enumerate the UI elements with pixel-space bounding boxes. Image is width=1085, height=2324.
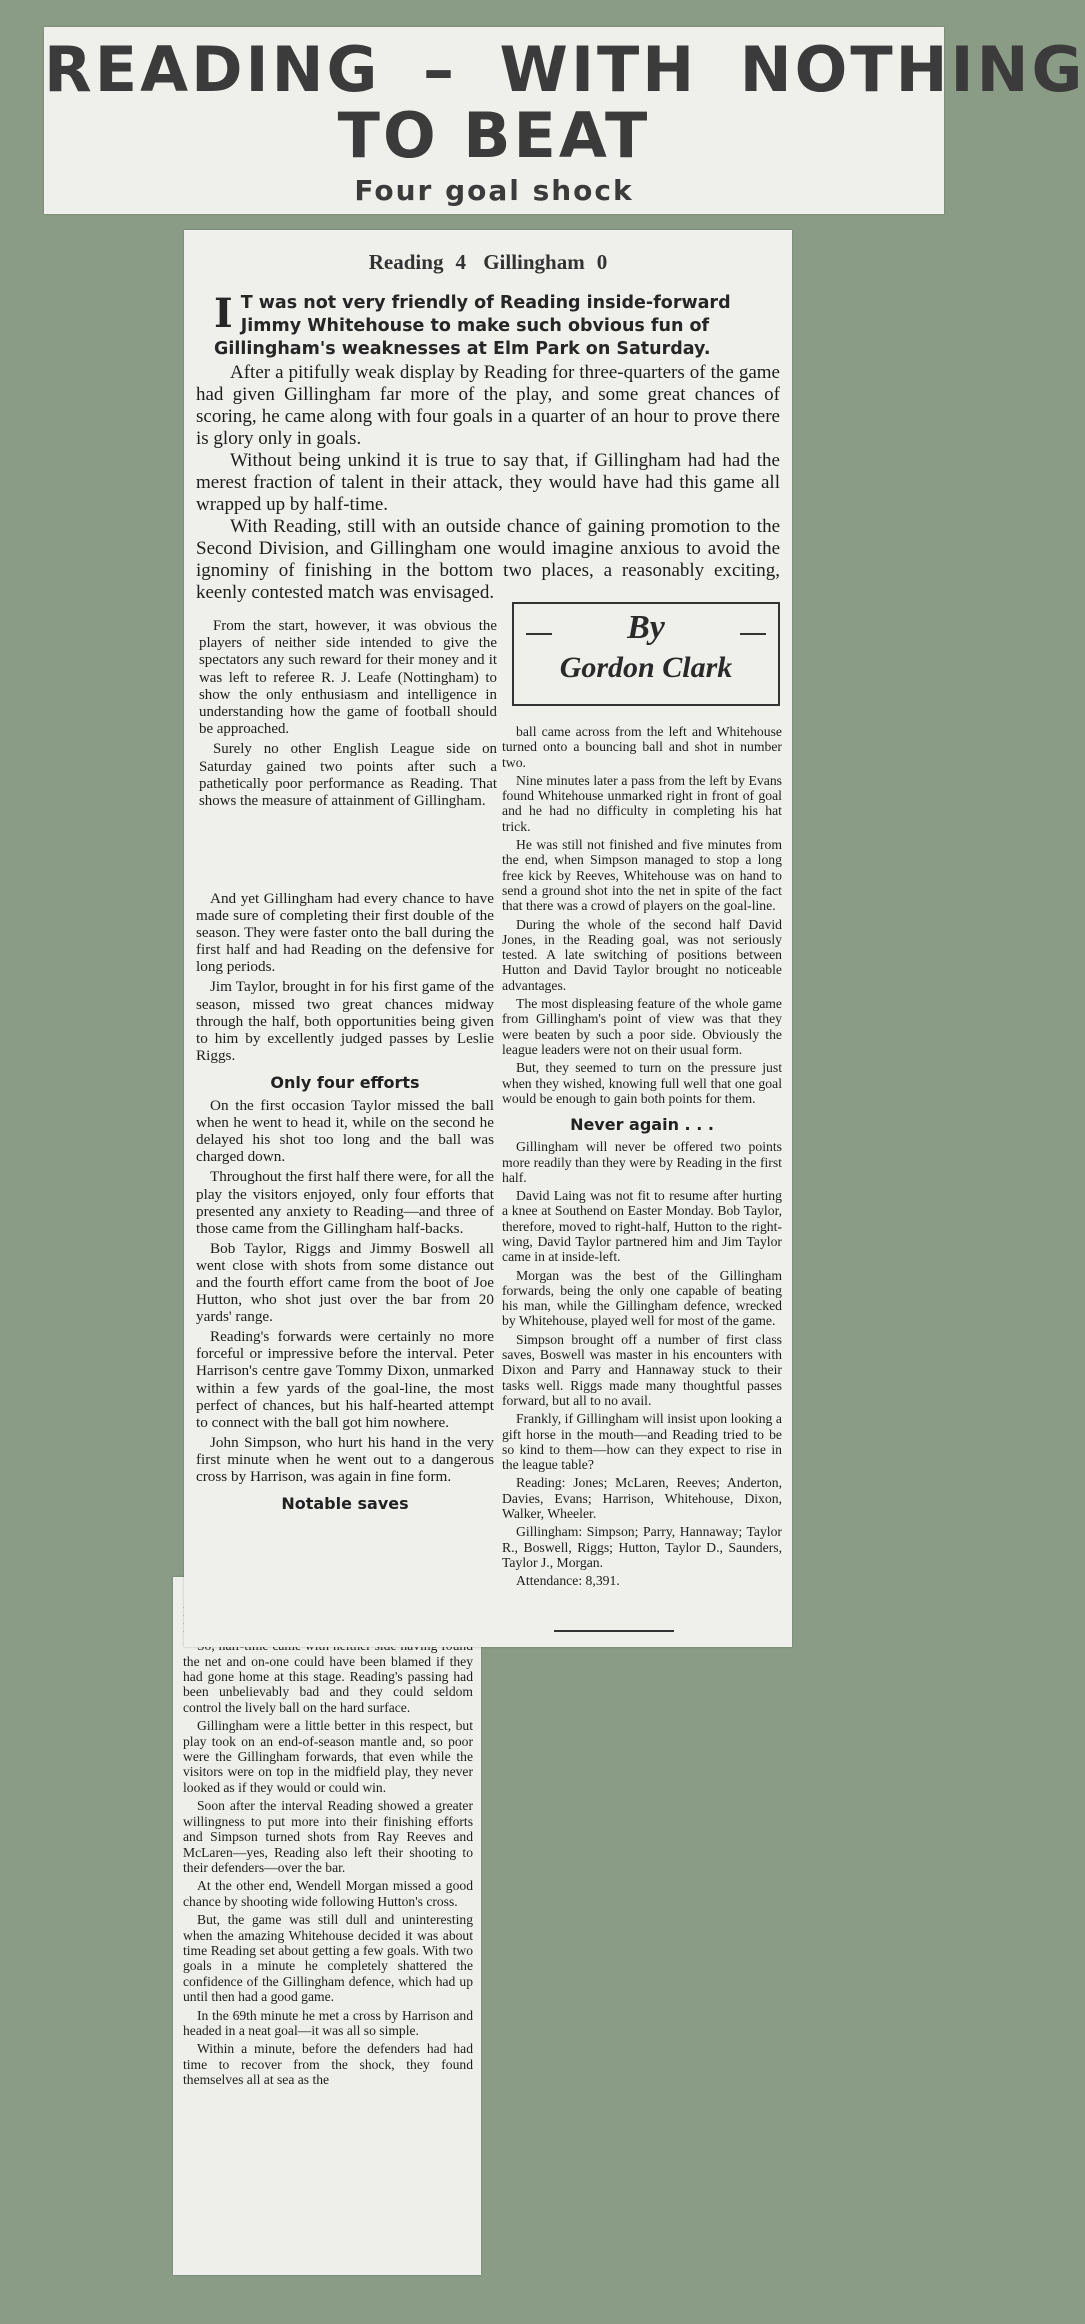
article-paragraph: Simpson brought off a number of first class saves, Boswell was master in his encounters with Dixon and Parry and Hannaway stuck to their tasks well. Riggs made many thoughtful passes forward, but all to no avail. bbox=[502, 1331, 782, 1408]
article-paragraph: Within a minute, before the defenders had had time to recover from the shock, they found themselves all at sea as the bbox=[183, 2041, 473, 2088]
intro-paragraph bbox=[214, 292, 780, 361]
article-paragraph: On the first occasion Taylor missed the ball when he went to head it, while on the second he delayed his shot too long and the ball was charged down. bbox=[196, 1097, 494, 1166]
away-goals: 0 bbox=[596, 250, 608, 274]
section-heading: Notable saves bbox=[281, 1494, 409, 1514]
article-paragraph: But, the game was still dull and uninteresting when the amazing Whitehouse decided it was about time Reading set about getting a few goals. With two goals in a minute he completely shattered the confidence of the Gillingham defence, which had up until then had a good game. bbox=[183, 1912, 473, 2005]
score-line bbox=[184, 250, 792, 275]
article-paragraph: David Laing was not fit to resume after hurting a knee at Southend on Easter Monday. Bob Taylor, therefore, moved to right-half, Hutton to the right-wing, David Taylor partnered him and Jim Taylor came in at inside-left. bbox=[502, 1188, 782, 1265]
section-heading: Only four efforts bbox=[270, 1072, 420, 1092]
article-paragraph: Frankly, if Gillingham will insist upon looking a gift horse in the mouth—and Reading tried to be so kind to them—how can they expect to rise in the league table? bbox=[502, 1411, 782, 1473]
section-heading: Never again . . . bbox=[570, 1115, 714, 1135]
lower-clipping bbox=[173, 1577, 481, 2275]
article-paragraph: Morgan was the best of the Gillingham forwards, being the only one capable of beating his man, while the Gillingham defence, wrecked by Whitehouse, played well for most of the game. bbox=[502, 1267, 782, 1329]
headline-line-2: TO BEAT bbox=[337, 99, 651, 172]
end-rule bbox=[554, 1630, 674, 1632]
attendance: Attendance: 8,391. bbox=[516, 1573, 620, 1589]
byline-rule-right bbox=[740, 633, 766, 635]
headline-clipping bbox=[44, 27, 1085, 214]
lead-paragraph: With Reading, still with an outside chance of gaining promotion to the Second Division, and Gillingham one would imagine anxious to avoid the ignominy of finishing in the bottom two places, a reasonably exciting, keenly contested match was envisaged. bbox=[196, 516, 780, 603]
article-paragraph: Bob Taylor, Riggs and Jimmy Boswell all went close with shots from some distance out and the fourth effort came from the boot of Joe Hutton, who shot just over the bar from 20 yards' range. bbox=[196, 1239, 494, 1326]
article-paragraph: Jim Taylor, brought in for his first game of the season, missed two great chances midway through the half, both opportunities being given to him by excellently judged passes by Leslie Riggs. bbox=[196, 978, 494, 1064]
article-paragraph: Soon after the interval Reading showed a greater willingness to put more into their finishing efforts and Simpson turned shots from Ray Reeves and McLaren—yes, Reading also left their shooting to their defenders—over the bar. bbox=[183, 1798, 473, 1875]
article-paragraph: Reading's forwards were certainly no more forceful or impressive before the interval. Peter Harrison's centre gave Tommy Dixon, unmarked within a few yards of the goal-line, the most perfect of chances, but his half-hearted attempt to connect with the ball got him nowhere. bbox=[196, 1328, 494, 1431]
byline-author: Gordon Clark bbox=[559, 651, 733, 684]
article-paragraph: And yet Gillingham had every chance to have made sure of completing their first double of the season. They were faster onto the ball during the first half and had Reading on the defensive for long periods. bbox=[196, 890, 494, 976]
lead-paragraph: Without being unkind it is true to say that, if Gillingham had had the merest fraction of talent in their attack, they would have had this game all wrapped up by half-time. bbox=[196, 450, 780, 515]
reading-lineup: Reading: Jones; McLaren, Reeves; Anderton, Davies, Evans; Harrison, Whitehouse, Dixon, Walker, Wheeler. bbox=[502, 1475, 782, 1522]
byline-by: By bbox=[627, 609, 665, 646]
article-paragraph: The most displeasing feature of the whole game from Gillingham's point of view was that they were beaten by such a poor side. Obviously the league leaders were not on their usual form. bbox=[502, 996, 782, 1057]
article-paragraph: Nine minutes later a pass from the left by Evans found Whitehouse unmarked right in front of goal and he had no difficulty in completing his hat trick. bbox=[502, 772, 782, 834]
article-paragraph: But, they seemed to turn on the pressure just when they wished, knowing full well that one goal would be enough to gain both points for them. bbox=[502, 1060, 782, 1106]
article-paragraph: the net and on-one could have been blamed if they had gone home at this stage. Reading's passing had been unbelievably bad and they could seldom control the lively ball on the hard surface. bbox=[183, 1653, 473, 1715]
article-paragraph: During the whole of the second half David Jones, in the Reading goal, was not seriously tested. A late switching of positions between Hutton and David Taylor brought no noticeable advantages. bbox=[502, 916, 782, 993]
article-paragraph: Gillingham will never be offered two points more readily than they were by Reading in the first half. bbox=[502, 1139, 782, 1185]
away-team: Gillingham bbox=[483, 250, 585, 274]
drop-cap: I bbox=[214, 290, 233, 337]
home-goals: 4 bbox=[455, 250, 466, 274]
article-paragraph: Gillingham were a little better in this respect, but play took on an end-of-season mantle and, so poor were the Gillingham forwards, that even while the visitors were on top in the midfield play, they never looked as if they would or could win. bbox=[183, 1718, 473, 1795]
article-paragraph: ball came across from the left and Whitehouse turned onto a bouncing ball and shot in number two. bbox=[502, 724, 782, 770]
right-column bbox=[502, 724, 782, 1592]
home-team: Reading bbox=[368, 250, 444, 274]
article-clipping bbox=[184, 230, 792, 1647]
article-paragraph: In the 69th minute he met a cross by Harrison and headed in a neat goal—it was all so simple. bbox=[183, 2007, 473, 2038]
gillingham-lineup: Gillingham: Simpson; Parry, Hannaway; Taylor R., Boswell, Riggs; Hutton, Taylor D., Saunders, Taylor J., Morgan. bbox=[502, 1524, 782, 1570]
lead-paragraphs bbox=[196, 362, 780, 604]
lower-column bbox=[183, 1589, 473, 2091]
article-paragraph: He was still not finished and five minutes from the end, when Simpson managed to stop a long free kick by Reeves, Whitehouse was on hand to send a ground shot into the net in spite of the fact that there was a crowd of players on the goal-line. bbox=[502, 837, 782, 914]
subheadline: Four goal shock bbox=[354, 174, 634, 207]
article-paragraph: From the start, however, it was obvious the players of neither side intended to give the spectators any such reward for their money and it was left to referee R. J. Leafe (Nottingham) to show the only enthusiasm and intelligence in understanding how the game of football should be approached. bbox=[199, 618, 497, 738]
headline-line-1: READING – WITH NOTHING bbox=[44, 33, 1085, 106]
byline-rule-left bbox=[526, 633, 552, 635]
left-column bbox=[196, 890, 494, 1518]
article-paragraph: At the other end, Wendell Morgan missed a good chance by shooting wide following Hutton's cross. bbox=[183, 1878, 473, 1909]
left-column-top bbox=[199, 618, 497, 813]
article-paragraph: John Simpson, who hurt his hand in the very first minute when he went out to a dangerous cross by Harrison, was again in fine form. bbox=[196, 1433, 494, 1485]
article-paragraph: Throughout the first half there were, for all the play the visitors enjoyed, only four efforts that presented any anxiety to Reading—and three of those came from the Gillingham half-backs. bbox=[196, 1168, 494, 1237]
lead-paragraph: After a pitifully weak display by Reading for three-quarters of the game had given Gillingham far more of the play, and some great chances of scoring, he came along with four goals in a quarter of an hour to prove there is glory only in goals. bbox=[196, 362, 780, 449]
byline-box bbox=[512, 602, 780, 706]
article-paragraph: Surely no other English League side on Saturday gained two points after such a pathetically poor performance as Reading. That shows the measure of attainment of Gillingham. bbox=[199, 741, 497, 810]
intro-text: T was not very friendly of Reading inside-forward Jimmy Whitehouse to make such obvious fun of Gillingham's weaknesses at Elm Park on Saturday. bbox=[214, 293, 731, 359]
